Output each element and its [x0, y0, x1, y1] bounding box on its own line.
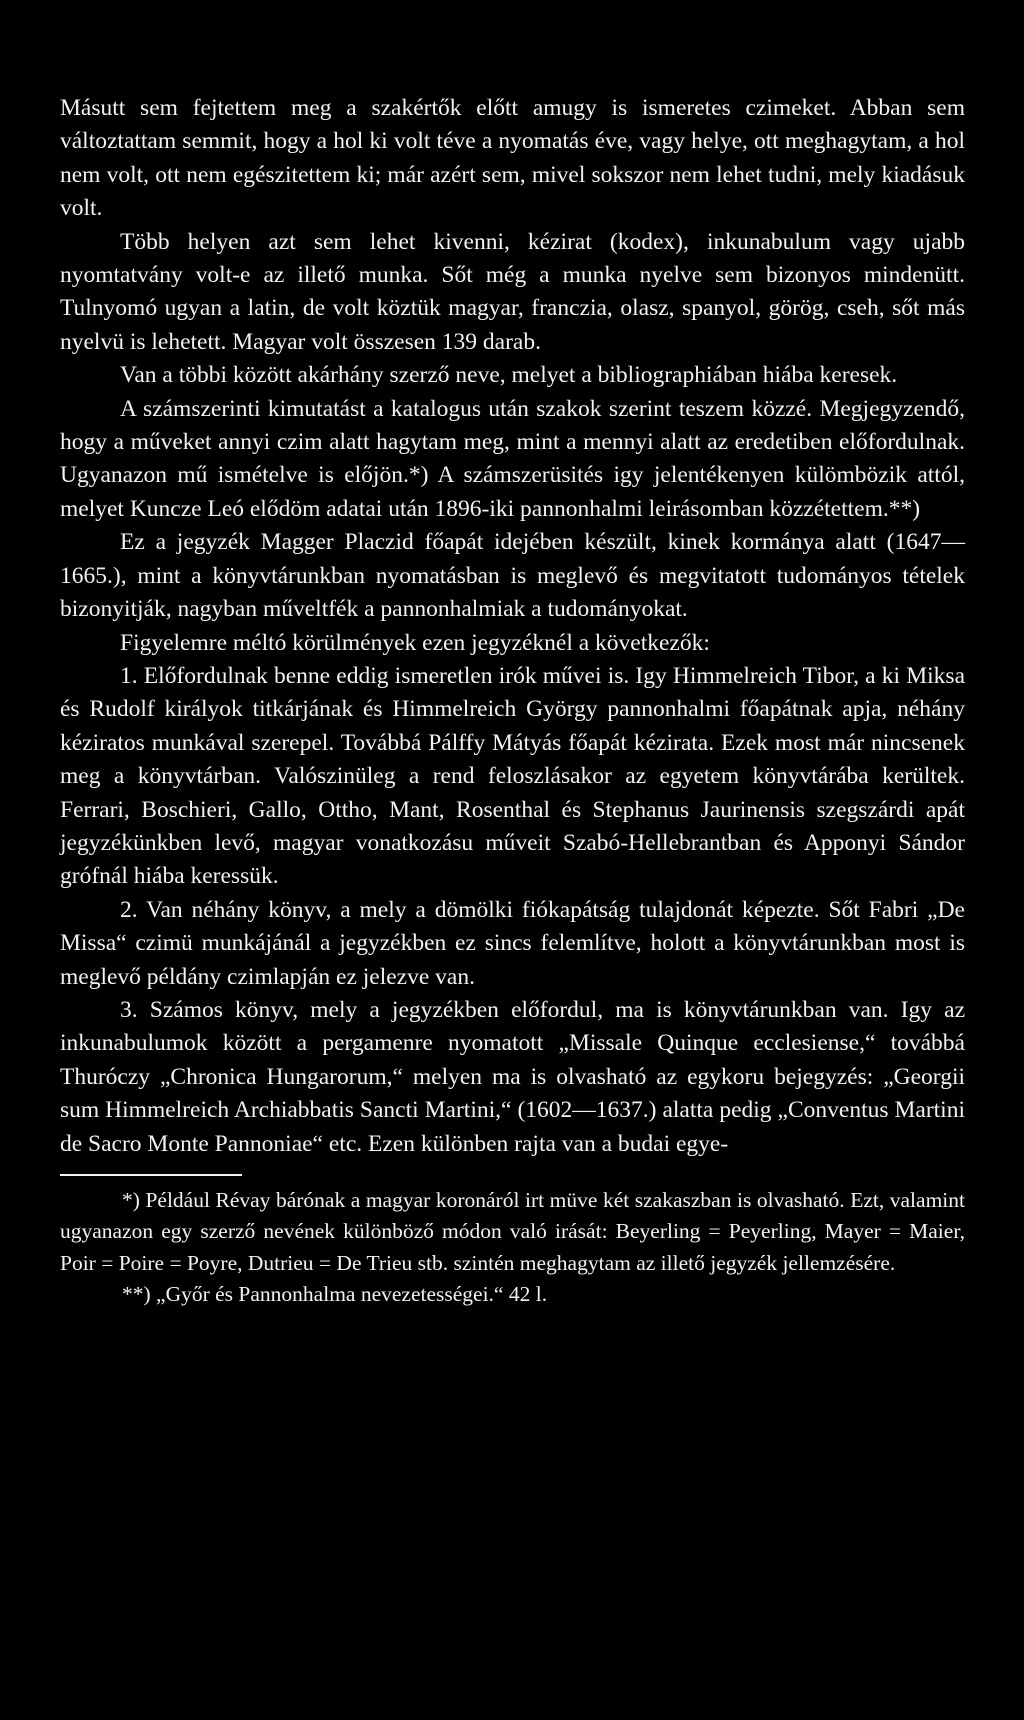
paragraph-2: Több helyen azt sem lehet kivenni, kézirat (kodex), inkunabulum vagy ujabb nyomtatvány volt-e az illető munka. Sőt még a munka nyelve sem bizonyos mindenütt. Tulnyomó ugyan a latin, de volt köztük magyar, franczia, olasz, spanyol, görög, cseh, sőt más nyelvü is lehetett. Magyar volt összesen 139 darab.: [60, 228, 965, 355]
paragraph-3: Van a többi között akárhány szerző neve, melyet a bibliographiában hiába keresek.: [120, 362, 898, 389]
paragraph-6: Figyelemre méltó körülmények ezen jegyzéknél a következők:: [120, 629, 710, 656]
paragraph-5: Ez a jegyzék Magger Placzid főapát idejében készült, kinek kormánya alatt (1647—1665.), mint a könyvtárunkban nyomatásban is meglevő és megvitatott tudományos tételek bizonyitják, nagyban műveltfék a pannonhalmiak a tudományokat.: [60, 529, 965, 623]
paragraph-7: 1. Előfordulnak benne eddig ismeretlen irók művei is. Igy Himmelreich Tibor, a ki Miksa és Rudolf királyok titkárjának és Himmelreich György pannonhalmi főapátnak apja, néhány kéziratos munkával szerepel. Továbbá Pálffy Mátyás főapát kézirata. Ezek most már nincsenek meg a könyvtárban. Valószinüleg a rend feloszlásakor az egyetem könyvtárába kerültek. Ferrari, Boschieri, Gallo, Ottho, Mant, Rosenthal és Stephanus Jaurinensis szegszárdi apát jegyzékünkben levő, magyar vonatkozásu műveit Szabó-Hellebrantban és Apponyi Sándor grófnál hiába keressük.: [60, 662, 965, 890]
paragraph-4: A számszerinti kimutatást a katalogus után szakok szerint teszem közzé. Megjegyzendő, hogy a műveket annyi czim alatt hagytam meg, mint a mennyi alatt az eredetiben előfordulnak. Ugyanazon mű ismételve is előjön.*) A számszerüsités igy jelentékenyen külömbözik attól, melyet Kuncze Leó elődöm adatai után 1896-iki pannonhalmi leirásomban közzétettem.**): [60, 395, 965, 522]
document-page: [60, 92, 965, 1311]
paragraph-8: 2. Van néhány könyv, a mely a dömölki fiókapátság tulajdonát képezte. Sőt Fabri „De Missa“ czimü munkájánál a jegyzékben ez sincs felemlítve, holott a könyvtárunkban most is meglevő példány czimlapján ez jelezve van.: [60, 896, 965, 990]
paragraph-1: Másutt sem fejtettem meg a szakértők előtt amugy is ismeretes czimeket. Abban sem változtattam semmit, hogy a hol ki volt téve a nyomatás éve, vagy helye, ott meghagytam, a hol nem volt, ott nem egészitettem ki; már azért sem, mivel sokszor nem lehet tudni, mely kiadásuk volt.: [60, 95, 965, 222]
footnote-divider: [60, 1174, 242, 1176]
footnote-2: **) „Győr és Pannonhalma nevezetességei.“ 42 l.: [122, 1282, 548, 1307]
footnote-1: *) Például Révay bárónak a magyar koronáról irt müve két szakaszban is olvasható. Ezt, valamint ugyanazon egy szerző nevének különböző módon való irását: Beyerling = Peyerling, Mayer = Maier, Poir = Poire = Poyre, Dutrieu = De Trieu stb. szintén meghagytam az illető jegyzék jellemzésére.: [60, 1188, 965, 1275]
paragraph-9: 3. Számos könyv, mely a jegyzékben előfordul, ma is könyvtárunkban van. Igy az inkunabulumok között a pergamenre nyomatott „Missale Quinque ecclesiense,“ továbbá Thuróczy „Chronica Hungarorum,“ melyen ma is olvasható az egykoru bejegyzés: „Georgii sum Himmelreich Archiabbatis Sancti Martini,“ (1602—1637.) alatta pedig „Conventus Martini de Sacro Monte Pannoniae“ etc. Ezen különben rajta van a budai egye-: [60, 996, 965, 1157]
